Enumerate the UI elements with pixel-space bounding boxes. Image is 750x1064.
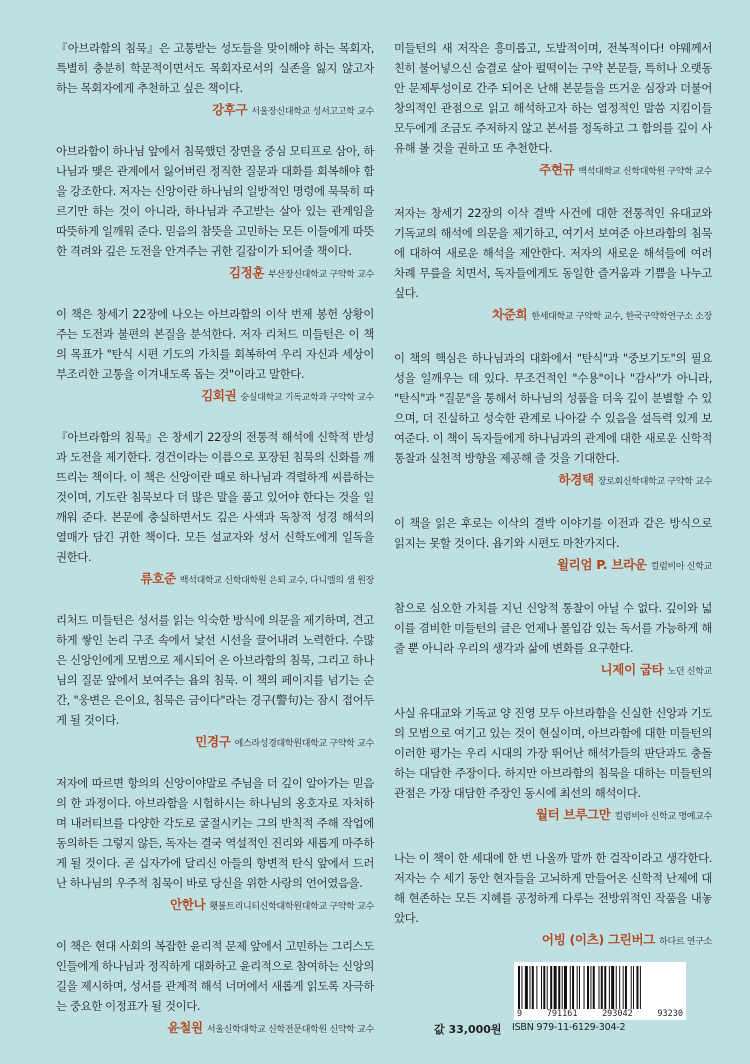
barcode-bar <box>536 966 537 1010</box>
isbn-number: ISBN 979-11-6129-304-2 <box>512 1022 626 1033</box>
barcode-bar <box>590 966 591 1010</box>
endorser <box>394 555 712 576</box>
endorser-affiliation: 부산장신대학교 구약학 교수 <box>268 270 374 280</box>
barcode-bar <box>599 966 600 1010</box>
barcode-bar <box>521 966 522 1010</box>
right-endorsement-column <box>394 38 712 951</box>
barcode-bar <box>640 966 641 1010</box>
endorser-name: 윌리엄 P. 브라운 <box>556 557 647 572</box>
barcode-bar <box>564 966 567 1010</box>
endorser <box>56 1018 374 1039</box>
barcode-bar <box>625 966 627 1010</box>
endorsement-text: 이 책은 현대 사회의 복잡한 윤리적 문제 앞에서 고민하는 그리스도인들에게 하나님과 정직하게 대화하고 윤리적으로 참여하는 신앙의 길을 제시하며, 성서를 관계적 해석 너머에서 새롭게 읽도록 자극하는 중요한 이정표가 될 것이다. <box>56 939 374 1013</box>
endorsement-text: 아브라함이 하나님 앞에서 침묵했던 장면을 중심 모티프로 삼아, 하나님과 맺은 관계에서 잃어버린 정직한 질문과 대화를 회복해야 함을 강조한다. 저자는 신앙이란 하나님의 일방적인 명령에 묵묵히 따르기만 하는 것이 아니라, 하나님과 주고받는 살아 있는 관계임을 따뜻하게 일깨워 준다. 믿음의 참뜻을 고민하는 모든 이들에게 따뜻한 격려와 깊은 도전을 안겨주는 귀한 길잡이가 되어줄 책이다. <box>56 144 374 258</box>
endorser-name: 김정훈 <box>228 265 265 280</box>
endorsement-block <box>56 773 374 916</box>
endorser-affiliation: 노던 신학교 <box>667 667 712 677</box>
endorser-name: 강후구 <box>212 102 248 117</box>
endorsement-text: 저자는 창세기 22장의 이삭 결박 사건에 대한 전통적인 유대교와 기독교의 해석에 의문을 제기하고, 여기서 보여준 아브라함의 침묵에 대하여 새로운 해석을 제안한다. 저자의 새로운 해석들에 여러 차례 무릎을 치면서, 독자들에게도 동일한 즐거움과 기쁨을 나누고 싶다. <box>394 206 712 300</box>
barcode-bar <box>623 966 624 1010</box>
barcode-digit-group: 9 <box>517 1009 523 1019</box>
endorsement-text: 이 책은 창세기 22장에 나오는 아브라함의 이삭 번제 봉헌 상황이 주는 도전과 불편의 본질을 분석한다. 저자 리처드 미들턴은 이 책의 목표가 "탄식 시편 기도의 가치를 회복하여 우리 자신과 세상이 부조리한 고통을 이겨내도록 돕는 것"이라고 말한다. <box>56 307 374 381</box>
endorser <box>394 660 712 681</box>
endorser-name: 민경구 <box>195 734 231 749</box>
barcode-bar <box>543 966 545 1010</box>
endorsement-block <box>56 936 374 1039</box>
barcode-digit-group: 93230 <box>657 1009 683 1019</box>
endorser <box>394 160 712 181</box>
barcode-bar <box>572 966 574 1010</box>
endorsement-block <box>394 348 712 491</box>
endorser <box>394 805 712 826</box>
endorser-name: 김회권 <box>201 388 237 403</box>
barcode-bar <box>554 966 557 1010</box>
endorser-name: 안한나 <box>170 897 206 912</box>
endorser-affiliation: 장로회신학대학교 구약학 교수 <box>597 477 712 487</box>
barcode-digits <box>514 1009 686 1020</box>
barcode-bar <box>579 966 580 1010</box>
barcode-bar <box>584 966 585 1010</box>
barcode-bar <box>587 966 589 1010</box>
endorser-affiliation: 백석대학교 신학대학원 구약학 교수 <box>578 167 712 177</box>
endorser-name: 윤철원 <box>167 1020 203 1035</box>
barcode-bar <box>532 966 534 1010</box>
endorser-name: 월터 브루그만 <box>535 807 611 822</box>
endorser <box>394 470 712 491</box>
endorser <box>56 263 374 284</box>
barcode-bar <box>631 966 632 1010</box>
endorsement-text: 나는 이 책이 한 세대에 한 번 나올까 말까 한 걸작이라고 생각한다. 저자는 수 세기 동안 현자들을 고뇌하게 만들어온 신학적 난제에 대해 현존하는 모든 지혜를 공정하게 다루는 전방위적인 작품을 내놓았다. <box>394 851 712 925</box>
barcode-bar <box>530 966 531 1010</box>
barcode-digit-group: 293042 <box>602 1009 633 1019</box>
endorsement-text: 저자에 따르면 항의의 신앙이야말로 주님을 더 깊이 알아가는 믿음의 한 과정이다. 아브라함을 시험하시는 하나님의 옹호자로 자처하며 내러티브를 다양한 각도로 굴절시키는 그의 반칙적 주해 작업에 동의하든 그렇지 않든, 독자는 결국 역설적인 진리와 새롭게 마주하게 될 것이다. 곧 십자가에 달리신 아들의 항변적 탄식 앞에서 드러난 하나님의 우주적 침묵이 바로 당신을 위한 사랑의 언어였음을. <box>56 776 374 890</box>
barcode-bar <box>609 966 610 1010</box>
endorser-affiliation: 컬럼비아 신학교 <box>650 562 712 572</box>
endorser <box>56 569 374 590</box>
barcode-bar <box>619 966 620 1010</box>
endorsement-block <box>56 38 374 121</box>
barcode-bar <box>633 966 634 1010</box>
endorsement-text: 『아브라함의 침묵』은 고통받는 성도들을 맞이해야 하는 목회자, 특별히 충분히 학문적이면서도 목회자로서의 실존을 잃지 않고자 하는 목회자에게 추천하고 싶은 책이다. <box>56 41 374 95</box>
endorsement-block <box>394 203 712 326</box>
endorser-affiliation: 백석대학교 신학대학원 은퇴 교수, 다니엘의 샘 원장 <box>179 576 374 586</box>
endorser <box>56 732 374 753</box>
barcode-bars <box>518 966 682 1010</box>
barcode-image <box>514 962 686 1020</box>
barcode-bar <box>616 966 617 1010</box>
barcode-bar <box>550 966 552 1010</box>
endorser <box>394 305 712 326</box>
endorsement-block <box>56 304 374 407</box>
endorser-name: 니제이 굽타 <box>600 662 664 677</box>
endorser-name: 어빙 (이츠) 그린버그 <box>541 932 656 947</box>
barcode-bar <box>570 966 571 1010</box>
endorsement-text: 참으로 심오한 가치를 지닌 신앙적 통찰이 아닐 수 없다. 깊이와 넓이를 겸비한 미들턴의 글은 언제나 몰입감 있는 독서를 가능하게 해줄 뿐 아니라 우리의 생각과 삶에 변화를 요구한다. <box>394 601 712 655</box>
endorsement-block <box>56 610 374 753</box>
price-label: 값 33,000원 <box>434 1023 502 1036</box>
left-endorsement-column <box>56 38 374 1039</box>
endorsement-block <box>394 598 712 681</box>
endorsement-block <box>394 703 712 826</box>
endorser-affiliation: 서울장신대학교 성서고고학 교수 <box>251 107 374 117</box>
endorsement-text: 미들턴의 새 저작은 흥미롭고, 도발적이며, 전복적이다! 야웨께서 친히 불어넣으신 숨결로 살아 펄떡이는 구약 본문들, 특히나 오랫동안 문제투성이로 간주 되어온 난해 본문들을 뜨거운 심장과 더불어 창의적인 관점으로 읽고 해석하고자 하는 열정적인 말씀 지킴이들 모두에게 조금도 주저하지 않고 본서를 정독하고 그 함의를 깊이 사유해 볼 것을 권하고 또 추천한다. <box>394 41 712 155</box>
barcode-bar <box>601 966 603 1010</box>
endorser-affiliation: 에스라성경대학원대학교 구약학 교수 <box>234 739 374 749</box>
endorser <box>56 100 374 121</box>
barcode-bar <box>611 966 614 1010</box>
endorser-name: 주현규 <box>539 162 575 177</box>
endorser-affiliation: 컬럼비아 신학교 명예교수 <box>614 812 712 822</box>
endorsement-text: 리처드 미들턴은 성서를 읽는 익숙한 방식에 의문을 제기하며, 견고하게 쌓인 논리 구조 속에서 낯선 시선을 끌어내려 노력한다. 수많은 신앙인에게 모범으로 제시되어 온 아브라함의 침묵, 그리고 하나님의 질문 앞에서 보여주는 욥의 침묵. 이 책의 페이지를 넘기는 순간, "웅변은 은이요, 침묵은 금이다"라는 경구(警句)는 잠시 접어두게 될 것이다. <box>56 613 374 727</box>
endorser-affiliation: 한세대학교 구약학 교수, 한국구약학연구소 소장 <box>531 312 712 322</box>
endorser <box>394 930 712 951</box>
endorsement-block <box>394 513 712 576</box>
endorsement-text: 사실 유대교와 기독교 양 진영 모두 아브라함을 신실한 신앙과 기도의 모범으로 여기고 있는 것이 현실이며, 아브라함에 대한 미들턴의 이러한 평가는 우리 시대의 가장 뛰어난 해석가들의 판단과도 충돌하는 대담한 주장이다. 하지만 아브라함의 침묵을 대하는 미들턴의 관점은 가장 대담한 주장인 동시에 최선의 해석이다. <box>394 706 712 800</box>
endorser-name: 차준희 <box>491 307 528 322</box>
endorsement-block <box>394 38 712 181</box>
endorser <box>56 386 374 407</box>
endorser-affiliation: 숭실대학교 기독교학과 구약학 교수 <box>240 393 374 403</box>
barcode-bar <box>604 966 606 1010</box>
endorsement-text: 이 책의 핵심은 하나님과의 대화에서 "탄식"과 "중보기도"의 필요성을 일깨우는 데 있다. 무조건적인 "수용"이나 "감사"가 아니라, "탄식"과 "질문"을 통해서 하나님의 성품을 더욱 깊이 분별할 수 있으며, 더 진실하고 성숙한 관계로 나아갈 수 있음을 설득력 있게 보여준다. 이 책이 독자들에게 하나님과의 관계에 대한 새로운 신학적 통찰과 실천적 방향을 제공해 줄 것을 기대한다. <box>394 351 712 465</box>
barcode-bar <box>541 966 542 1010</box>
endorsement-text: 이 책을 읽은 후로는 이삭의 결박 이야기를 이전과 같은 방식으로 읽지는 못할 것이다. 욥기와 시편도 마찬가지다. <box>394 516 712 550</box>
barcode-bar <box>636 966 638 1010</box>
endorser-name: 하경택 <box>558 472 594 487</box>
endorsement-block <box>56 141 374 284</box>
barcode-bar <box>562 966 563 1010</box>
endorsement-block <box>394 848 712 951</box>
barcode-digit-group: 791161 <box>546 1009 578 1019</box>
endorsement-text: 『아브라함의 침묵』은 창세기 22장의 전통적 해석에 신학적 반성과 도전을 제기한다. 경건이라는 이름으로 포장된 침묵의 신화를 깨뜨리는 책이다. 이 책은 신앙이란 때로 하나님과 격렬하게 씨름하는 것이며, 기도란 침묵보다 더 많은 말을 품고 있어야 한다는 것을 일깨워 준다. 본문에 충실하면서도 깊은 사색과 독창적 성경 해석의 열매가 담긴 귀한 책이다. 모든 설교자와 성서 신학도에게 일독을 권한다. <box>56 430 374 564</box>
endorser-affiliation: 하다르 연구소 <box>659 937 712 947</box>
isbn-barcode <box>514 962 694 1020</box>
barcode-bar <box>547 966 548 1010</box>
barcode-bar <box>525 966 528 1010</box>
endorser-name: 류호준 <box>140 571 176 586</box>
endorser <box>56 895 374 916</box>
endorsement-block <box>56 427 374 590</box>
barcode-bar <box>577 966 578 1010</box>
endorser-affiliation: 서울신학대학교 신학전문대학원 신약학 교수 <box>206 1025 374 1035</box>
barcode-bar <box>593 966 595 1010</box>
barcode-bar <box>518 966 520 1010</box>
endorser-affiliation: 횃불트리니티신학대학원대학교 구약학 교수 <box>209 902 374 912</box>
barcode-bar <box>558 966 560 1010</box>
